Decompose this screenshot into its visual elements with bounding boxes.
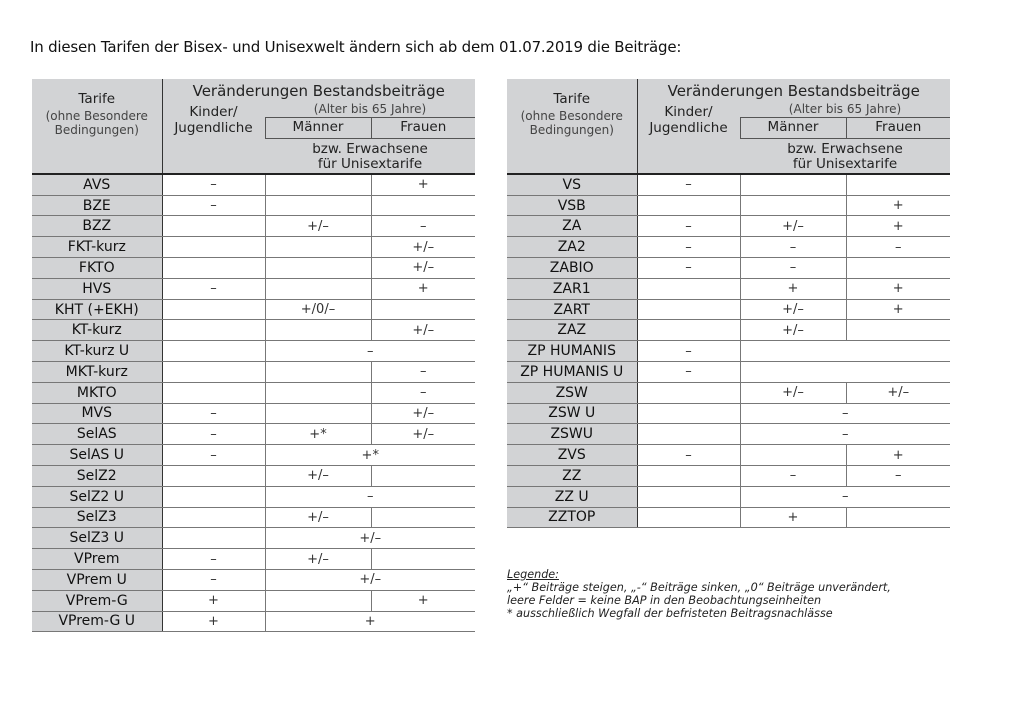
header-kinder-cont (162, 138, 265, 174)
table-row (32, 195, 475, 216)
header-erw-line2: für Unisextarife (317, 156, 423, 173)
header-kinder-line1: Kinder/ (189, 104, 238, 121)
table-row (32, 278, 475, 299)
table-row (32, 507, 475, 528)
header-tarife-label: Tarife (553, 91, 591, 108)
maenner-value: +/– (265, 507, 371, 528)
table-row (507, 465, 950, 486)
table-row (32, 549, 475, 570)
tarif-name: FKTO (32, 258, 162, 279)
kinder-value (162, 362, 265, 383)
maenner-value (265, 237, 371, 258)
table-row (507, 299, 950, 320)
combined-value: – (740, 486, 950, 507)
tarif-name: ZZ U (507, 486, 637, 507)
frauen-value: + (371, 278, 475, 299)
kinder-value: – (162, 549, 265, 570)
table-row (32, 403, 475, 424)
table-row (507, 320, 950, 341)
tarif-name: SelAS (32, 424, 162, 445)
kinder-value: – (162, 424, 265, 445)
frauen-value (846, 258, 950, 279)
maenner-value: + (740, 278, 846, 299)
maenner-value (265, 590, 371, 611)
header-erw-line2: für Unisextarife (792, 156, 898, 173)
tarif-name: KT-kurz (32, 320, 162, 341)
maenner-value: + (740, 507, 846, 528)
kinder-value: – (162, 403, 265, 424)
maenner-value: +/– (265, 549, 371, 570)
kinder-value: + (162, 590, 265, 611)
tarif-name: ZSWU (507, 424, 637, 445)
header-tarife (32, 79, 162, 138)
kinder-value: – (637, 341, 740, 362)
tarif-name: KHT (+EKH) (32, 299, 162, 320)
kinder-value: + (162, 611, 265, 632)
tarif-name: VPrem-G U (32, 611, 162, 632)
maenner-value: – (740, 237, 846, 258)
header-erwachsene (740, 138, 950, 174)
header-sub: (Alter bis 65 Jahre) (740, 103, 950, 117)
combined-value: – (265, 486, 475, 507)
table-row (32, 341, 475, 362)
table-row (32, 382, 475, 403)
header-maenner: Männer (740, 117, 846, 138)
maenner-value (740, 174, 846, 195)
maenner-value (740, 445, 846, 466)
table-row (32, 362, 475, 383)
frauen-value: – (371, 382, 475, 403)
table-row (32, 445, 475, 466)
page-title: In diesen Tarifen der Bisex- und Unisexwelt ändern sich ab dem 01.07.2019 die Beiträge: (30, 38, 682, 56)
frauen-value: + (846, 278, 950, 299)
header-kinder-cont (637, 138, 740, 174)
table-row (507, 341, 950, 362)
kinder-value: – (637, 237, 740, 258)
table-row (32, 465, 475, 486)
header-kinder-line1: Kinder/ (664, 104, 713, 121)
kinder-value (162, 258, 265, 279)
tarif-name: SelZ3 (32, 507, 162, 528)
frauen-value: – (846, 465, 950, 486)
kinder-value (162, 507, 265, 528)
maenner-value: +* (265, 424, 371, 445)
frauen-value: – (371, 362, 475, 383)
kinder-value: – (162, 278, 265, 299)
kinder-value: – (162, 569, 265, 590)
tarif-name: VPrem U (32, 569, 162, 590)
tarif-name: SelZ2 U (32, 486, 162, 507)
frauen-value: + (371, 174, 475, 195)
combined-value: – (265, 341, 475, 362)
combined-value: + (265, 611, 475, 632)
tarif-name: ZA (507, 216, 637, 237)
table-row (507, 486, 950, 507)
tarif-name: FKT-kurz (32, 237, 162, 258)
kinder-value (162, 320, 265, 341)
kinder-value (637, 403, 740, 424)
tarif-name: ZP HUMANIS (507, 341, 637, 362)
maenner-value: +/– (265, 216, 371, 237)
tarif-name: ZSW (507, 382, 637, 403)
frauen-value (846, 174, 950, 195)
header-tarife-sub1: (ohne Besondere (45, 108, 148, 123)
maenner-value (740, 195, 846, 216)
table-row (507, 382, 950, 403)
table-row (507, 258, 950, 279)
tarif-name: ZA2 (507, 237, 637, 258)
table-row (507, 445, 950, 466)
kinder-value (637, 486, 740, 507)
combined-value (740, 341, 950, 362)
legend-line-1: „+“ Beiträge steigen, „-“ Beiträge sinken, „0“ Beiträge unverändert, (507, 581, 891, 594)
frauen-value: – (371, 216, 475, 237)
tarif-name: BZE (32, 195, 162, 216)
table-row (507, 278, 950, 299)
kinder-value (162, 382, 265, 403)
kinder-value (637, 507, 740, 528)
kinder-value (162, 216, 265, 237)
tarif-name: ZP HUMANIS U (507, 362, 637, 383)
table-row (32, 569, 475, 590)
tarif-name: VPrem-G (32, 590, 162, 611)
tarif-name: HVS (32, 278, 162, 299)
tariff-table-left (32, 79, 475, 632)
frauen-value (371, 507, 475, 528)
frauen-value (371, 465, 475, 486)
frauen-value (846, 507, 950, 528)
frauen-value: + (846, 216, 950, 237)
maenner-value (265, 382, 371, 403)
table-row (32, 320, 475, 341)
header-kinder-line2: Jugendliche (174, 119, 253, 136)
tarif-name: ZART (507, 299, 637, 320)
legend-line-3: * ausschließlich Wegfall der befristeten Beitragsnachlässe (507, 607, 833, 620)
header-tarife-cont (507, 138, 637, 174)
header-tarife-sub1: (ohne Besondere (520, 108, 623, 123)
tarif-name: ZZ (507, 465, 637, 486)
kinder-value (162, 486, 265, 507)
table-row (32, 216, 475, 237)
tarif-name: SelAS U (32, 445, 162, 466)
table-row (32, 590, 475, 611)
table-row (32, 237, 475, 258)
kinder-value: – (637, 216, 740, 237)
table-row (507, 174, 950, 195)
frauen-value: + (846, 299, 950, 320)
tarif-name: KT-kurz U (32, 341, 162, 362)
frauen-value: +/– (371, 320, 475, 341)
maenner-value (265, 195, 371, 216)
frauen-value: + (846, 445, 950, 466)
kinder-value: – (162, 195, 265, 216)
table-row (507, 237, 950, 258)
table-row (32, 258, 475, 279)
frauen-value: + (371, 590, 475, 611)
table-row (507, 362, 950, 383)
combined-value: – (740, 403, 950, 424)
frauen-value (371, 549, 475, 570)
tarif-name: ZAR1 (507, 278, 637, 299)
kinder-value (637, 382, 740, 403)
table-row (32, 174, 475, 195)
tarif-name: SelZ3 U (32, 528, 162, 549)
tarif-name: ZABIO (507, 258, 637, 279)
header-main: Veränderungen Bestandsbeiträge (637, 79, 950, 103)
header-tarife-sub2: Bedingungen) (54, 122, 139, 137)
frauen-value (846, 320, 950, 341)
frauen-value: + (846, 195, 950, 216)
tarif-name: BZZ (32, 216, 162, 237)
table-row (507, 195, 950, 216)
frauen-value: +/– (371, 403, 475, 424)
kinder-value (637, 424, 740, 445)
maenner-value (265, 403, 371, 424)
kinder-value: – (637, 362, 740, 383)
header-erw-line1: bzw. Erwachsene (312, 140, 428, 157)
maenner-value (265, 278, 371, 299)
header-frauen: Frauen (846, 117, 950, 138)
maenner-value: +/– (740, 216, 846, 237)
tarif-name: ZSW U (507, 403, 637, 424)
header-erw-line1: bzw. Erwachsene (787, 140, 903, 157)
maenner-value: +/– (265, 465, 371, 486)
combined-value (740, 362, 950, 383)
kinder-value: – (637, 445, 740, 466)
frauen-value: – (846, 237, 950, 258)
frauen-value (371, 299, 475, 320)
legend-title: Legende: (507, 568, 559, 581)
table-row (32, 299, 475, 320)
header-main: Veränderungen Bestandsbeiträge (162, 79, 475, 103)
kinder-value: – (637, 258, 740, 279)
header-tarife-label: Tarife (78, 91, 116, 108)
legend-line-2: leere Felder = keine BAP in den Beobachtungseinheiten (507, 594, 822, 607)
table-row (32, 528, 475, 549)
frauen-value (371, 195, 475, 216)
table-row (507, 424, 950, 445)
kinder-value (162, 528, 265, 549)
tarif-name: VSB (507, 195, 637, 216)
table-row (32, 424, 475, 445)
tarif-name: VS (507, 174, 637, 195)
table-row (32, 611, 475, 632)
kinder-value: – (162, 445, 265, 466)
header-tarife (507, 79, 637, 138)
frauen-value: +/– (846, 382, 950, 403)
tarif-name: VPrem (32, 549, 162, 570)
tarif-name: SelZ2 (32, 465, 162, 486)
tarif-name: ZVS (507, 445, 637, 466)
kinder-value: – (162, 174, 265, 195)
tarif-name: ZAZ (507, 320, 637, 341)
header-frauen: Frauen (371, 117, 475, 138)
table-row (507, 507, 950, 528)
table-row (32, 486, 475, 507)
frauen-value: +/– (371, 237, 475, 258)
table-row (507, 403, 950, 424)
kinder-value (637, 465, 740, 486)
tarif-name: AVS (32, 174, 162, 195)
kinder-value (637, 195, 740, 216)
kinder-value (637, 278, 740, 299)
maenner-value (265, 362, 371, 383)
frauen-value: +/– (371, 424, 475, 445)
kinder-value (637, 320, 740, 341)
combined-value: – (740, 424, 950, 445)
combined-value: +/– (265, 528, 475, 549)
combined-value: +/– (265, 569, 475, 590)
maenner-value (265, 174, 371, 195)
kinder-value (162, 341, 265, 362)
table-row (507, 216, 950, 237)
tarif-name: MVS (32, 403, 162, 424)
header-kinder-line2: Jugendliche (649, 119, 728, 136)
maenner-value: – (740, 258, 846, 279)
kinder-value (637, 299, 740, 320)
maenner-value (265, 320, 371, 341)
tariff-table-right (507, 79, 950, 528)
tarif-name: MKTO (32, 382, 162, 403)
header-erwachsene (265, 138, 475, 174)
maenner-value (265, 258, 371, 279)
kinder-value: – (637, 174, 740, 195)
legend (507, 568, 891, 620)
maenner-value: +/0/– (265, 299, 371, 320)
tarif-name: MKT-kurz (32, 362, 162, 383)
maenner-value: +/– (740, 320, 846, 341)
combined-value: +* (265, 445, 475, 466)
tarif-name: ZZTOP (507, 507, 637, 528)
header-maenner: Männer (265, 117, 371, 138)
header-tarife-sub2: Bedingungen) (529, 122, 614, 137)
header-sub: (Alter bis 65 Jahre) (265, 103, 475, 117)
maenner-value: +/– (740, 299, 846, 320)
frauen-value: +/– (371, 258, 475, 279)
maenner-value: – (740, 465, 846, 486)
kinder-value (162, 465, 265, 486)
header-kinder (162, 103, 265, 138)
kinder-value (162, 237, 265, 258)
maenner-value: +/– (740, 382, 846, 403)
header-tarife-cont (32, 138, 162, 174)
kinder-value (162, 299, 265, 320)
header-kinder (637, 103, 740, 138)
